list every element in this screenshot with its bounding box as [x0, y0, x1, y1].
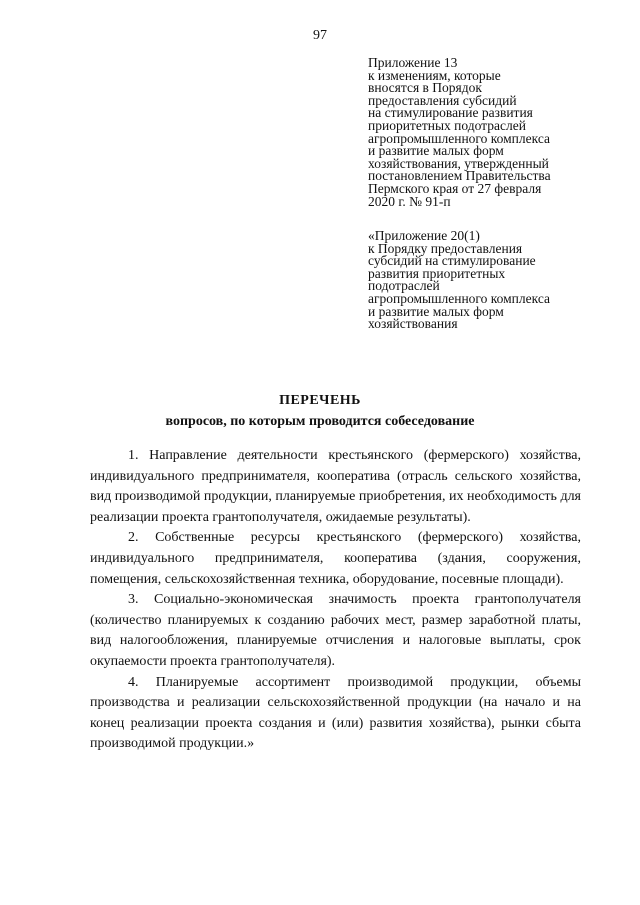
document-title: ПЕРЕЧЕНЬ — [279, 393, 361, 408]
document-heading — [0, 390, 640, 432]
appendix-20-1-line: «Приложение 20(1) — [368, 228, 480, 243]
appendix-13-line: Пермского края от 27 февраля — [368, 180, 542, 196]
appendix-13-line: Приложение 13 — [368, 55, 458, 70]
appendix-13-header — [368, 57, 608, 208]
appendix-20-1-line: субсидий на стимулирование — [368, 253, 536, 269]
questions-list — [90, 446, 581, 755]
appendix-13-line: 2020 г. № 91-п — [368, 193, 451, 209]
appendix-13-line: и развитие малых форм — [368, 143, 504, 159]
appendix-13-line: хозяйствования, утвержденный — [368, 155, 549, 171]
appendix-20-1-line: агропромышленного комплекса — [368, 290, 550, 306]
appendix-13-line: к изменениям, которые — [368, 67, 501, 83]
question-item: 1. Направление деятельности крестьянского (фермерского) хозяйства, индивидуального предпринимателя, кооператива (отрасль сельского хозяйства, вид производимой продукции, планируемые приобретения, их необходимость для реализации проекта грантополучателя, ожидаемые результаты). — [90, 448, 581, 525]
appendix-20-1-line: подотраслей — [368, 278, 440, 294]
appendix-20-1-header — [368, 230, 608, 331]
appendix-13-line: агропромышленного комплекса — [368, 130, 550, 146]
appendix-13-line: приоритетных подотраслей — [368, 117, 526, 133]
appendix-13-line: вносятся в Порядок — [368, 80, 482, 96]
appendix-13-line: на стимулирование развития — [368, 105, 533, 121]
document-subtitle: вопросов, по которым проводится собеседование — [165, 414, 475, 429]
question-item: 4. Планируемые ассортимент производимой продукции, объемы производства и реализации сельскохозяйственной продукции (на начало и на конец реализации проекта создания и (или) развития хозяйства), рынки сбыта производимой продукции.» — [90, 674, 581, 752]
appendix-13-line: постановлением Правительства — [368, 168, 551, 184]
appendix-13-line: предоставления субсидий — [368, 92, 517, 108]
appendix-20-1-line: к Порядку предоставления — [368, 240, 523, 256]
appendix-20-1-line: хозяйствования — [368, 316, 458, 332]
question-item: 2. Собственные ресурсы крестьянского (фермерского) хозяйства, индивидуального предпринимателя, кооператива (здания, сооружения, помещения, сельскохозяйственная техника, оборудование, посевные площади). — [90, 530, 581, 587]
page-number: 97 — [313, 28, 327, 43]
question-item: 3. Социально-экономическая значимость проекта грантополучателя (количество планируемых к созданию рабочих мест, размер заработной платы, вид налогообложения, планируемые отчисления и налоговые выплаты, срок окупаемости проекта грантополучателя). — [90, 592, 581, 669]
appendix-20-1-line: развития приоритетных — [368, 265, 506, 281]
appendix-20-1-line: и развитие малых форм — [368, 303, 504, 319]
